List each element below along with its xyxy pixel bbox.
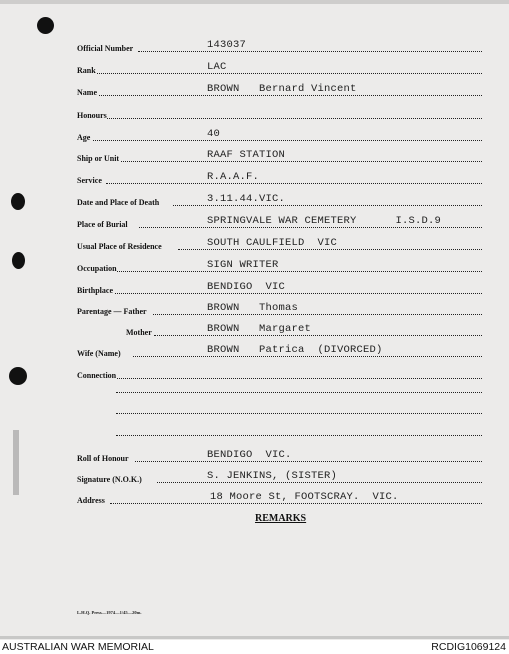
field-wife-name (77, 341, 482, 359)
field-signature-nok (77, 467, 482, 485)
dotted-line (97, 73, 482, 74)
field-label: Address (77, 496, 105, 505)
archive-footer (0, 640, 509, 654)
field-label: Usual Place of Residence (77, 242, 162, 251)
field-connection (77, 363, 482, 381)
punch-hole-upper (11, 193, 25, 210)
field-label: Place of Burial (77, 220, 128, 229)
field-date-place-of-death (77, 190, 482, 208)
dotted-line (107, 118, 482, 119)
dotted-line (110, 503, 482, 504)
field-value: BROWN Margaret (207, 323, 312, 335)
field-label: Official Number (77, 44, 134, 53)
field-value: LAC (207, 61, 227, 73)
field-address (77, 488, 482, 506)
dotted-line (99, 95, 482, 96)
field-value: 143037 (207, 39, 247, 51)
field-label: Mother (126, 328, 152, 337)
field-value: SOUTH CAULFIELD VIC (207, 237, 338, 249)
field-honours (77, 103, 482, 121)
field-occupation (77, 256, 482, 274)
field-value: BENDIGO VIC (207, 281, 286, 293)
field-label: Wife (Name) (77, 349, 121, 358)
dotted-line (139, 227, 482, 228)
dotted-line (133, 356, 482, 357)
field-official-number (77, 36, 482, 54)
blank-line (116, 392, 482, 393)
field-value: BROWN Bernard Vincent (207, 83, 357, 95)
printer-imprint: L.H.Q. Press—1974—1/45—20m. (77, 610, 142, 615)
field-label: Birthplace (77, 286, 113, 295)
dotted-line (153, 314, 482, 315)
field-birthplace (77, 278, 482, 296)
punch-hole-top (37, 17, 54, 34)
dotted-line (121, 161, 482, 162)
field-label: Roll of Honour (77, 454, 129, 463)
field-value: BROWN Thomas (207, 302, 299, 314)
field-usual-residence (77, 234, 482, 252)
field-age (77, 125, 482, 143)
field-mother (77, 320, 482, 338)
field-label: Connection (77, 371, 117, 380)
dotted-line (117, 271, 482, 272)
field-father (77, 299, 482, 317)
field-value: BROWN Patrica (DIVORCED) (207, 344, 383, 356)
field-name (77, 80, 482, 98)
field-value: SPRINGVALE WAR CEMETERY I.S.D.9 (207, 215, 442, 227)
field-value: 3.11.44.VIC. (207, 193, 286, 205)
field-label: Signature (N.O.K.) (77, 475, 142, 484)
field-label: Honours (77, 111, 107, 120)
remarks-heading: REMARKS (255, 513, 307, 524)
field-label: Ship or Unit (77, 154, 120, 163)
dotted-line (117, 378, 482, 379)
punch-hole-middle (12, 252, 25, 269)
dotted-line (115, 293, 482, 294)
dotted-line (178, 249, 482, 250)
field-value: R.A.A.F. (207, 171, 260, 183)
field-value: 40 (207, 128, 221, 140)
field-ship-or-unit (77, 146, 482, 164)
archive-reference: RCDIG1069124 (431, 641, 506, 653)
edge-wear (0, 636, 509, 639)
field-label: Parentage — Father (77, 307, 147, 316)
archive-name: AUSTRALIAN WAR MEMORIAL (2, 641, 154, 653)
punch-hole-lower (9, 367, 27, 385)
field-service (77, 168, 482, 186)
blank-line (116, 435, 482, 436)
field-label: Date and Place of Death (77, 198, 160, 207)
field-label: Occupation (77, 264, 117, 273)
field-roll-of-honour (77, 446, 482, 464)
field-label: Name (77, 88, 97, 97)
dotted-line (138, 51, 482, 52)
field-label: Service (77, 176, 102, 185)
edge-wear (0, 0, 509, 4)
dotted-line (93, 140, 482, 141)
field-place-of-burial (77, 212, 482, 230)
field-value: 18 Moore St, FOOTSCRAY. VIC. (210, 491, 399, 503)
field-value: BENDIGO VIC. (207, 449, 292, 461)
field-label: Age (77, 133, 91, 142)
dotted-line (135, 461, 482, 462)
field-value: S. JENKINS, (SISTER) (207, 470, 338, 482)
dotted-line (173, 205, 482, 206)
field-value: RAAF STATION (207, 149, 286, 161)
blank-line (116, 413, 482, 414)
field-value: SIGN WRITER (207, 259, 279, 271)
field-rank (77, 58, 482, 76)
dotted-line (157, 482, 482, 483)
dotted-line (154, 335, 482, 336)
edge-wear (13, 430, 19, 495)
dotted-line (106, 183, 482, 184)
field-label: Rank (77, 66, 96, 75)
